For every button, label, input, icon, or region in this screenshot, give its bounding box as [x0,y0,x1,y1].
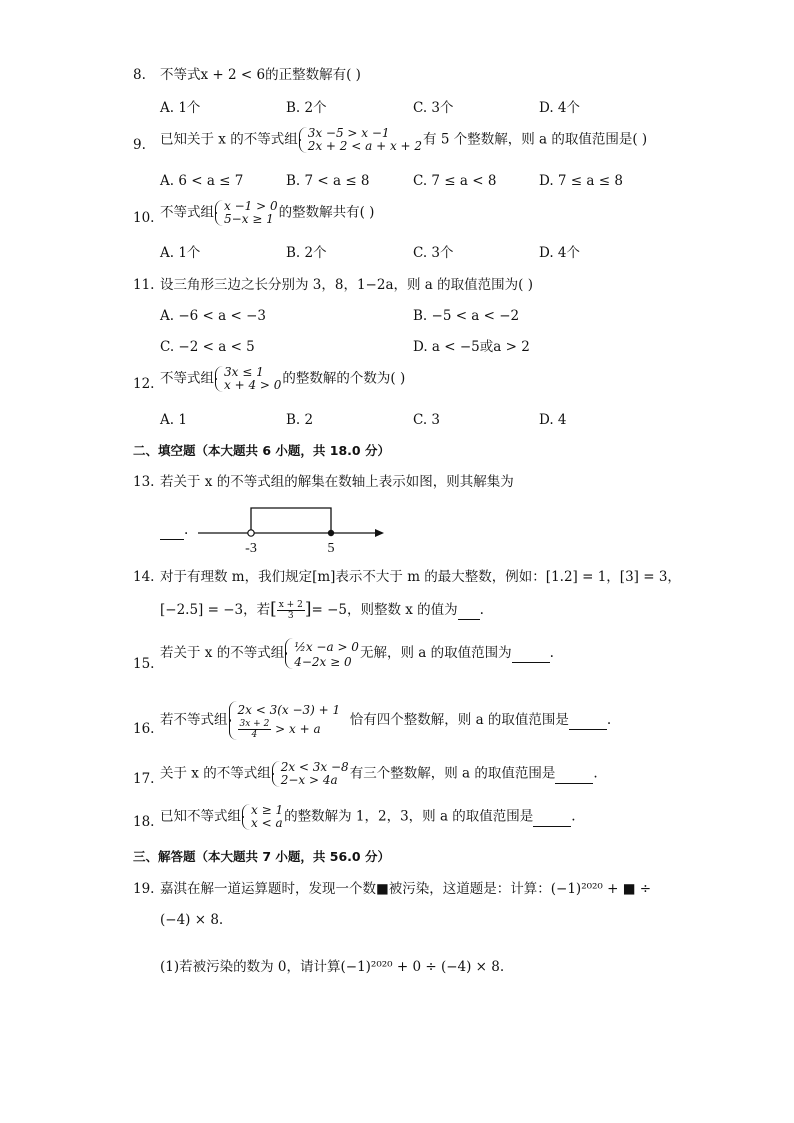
inequality-system [215,366,281,392]
axis-arrow [375,529,384,537]
question-number: 19. [133,881,155,897]
tail: . [571,808,576,825]
number-line-figure [196,503,396,555]
question-17 [0,761,794,795]
fraction [238,719,272,740]
system-line-2 [238,719,341,740]
text-pre: [−2.5] = −3，若 [160,602,271,618]
question-number: 12. [133,376,155,392]
inequality-system [229,701,341,740]
system-line-1: 2x < 3x −8 [280,760,349,774]
question-15 [0,638,794,678]
answer-blank [458,601,480,620]
question-number: 11. [133,277,155,293]
system-line-1: ½x −a > 0 [294,640,359,654]
tail: . [549,645,554,661]
option-d: D. 7 ≤ a ≤ 8 [539,173,623,189]
section-heading-fill-in: 二、填空题（本大题共 6 小题，共 18.0 分） [133,443,390,458]
tick-label-left: -3 [245,541,257,555]
text-post: 有 5 个整数解，则 a 的取值范围是( ) [423,131,648,148]
option-b: B. 2个 [286,245,327,261]
option-b: B. 2个 [286,100,327,116]
inequality-system [242,804,283,830]
system-line-2: 5−x ≥ 1 [224,212,274,226]
system-line-1: 3x ≤ 1 [224,365,264,379]
option-c: C. 7 ≤ a < 8 [413,173,497,189]
option-a: A. 1个 [160,100,201,116]
fraction-top: x + 2 [278,600,303,610]
question-number: 13. [133,474,155,490]
text-post: 有三个整数解，则 a 的取值范围是 [349,765,556,782]
inequality-system [285,638,359,669]
question-14-line2: [−2.5] = −3，若[ $\frac{x + 2}{3}$ ]= −5，则整数 x 的值为 . [160,599,484,621]
option-d: D. 4 [539,412,567,428]
system-line-1: x ≥ 1 [251,803,284,817]
system-line-1: x −1 > 0 [224,199,278,213]
question-number: 10. [133,210,155,226]
option-a: A. 1个 [160,245,201,261]
option-a: A. 1 [160,412,187,428]
tail: . [606,712,612,728]
question-number: 18. [133,814,155,830]
question-text [160,127,647,153]
question-number: 17. [133,771,155,787]
answer-blank [533,808,571,827]
system-line-2: 4−2x ≥ 0 [294,655,352,669]
question-text: 设三角形三边之长分别为 3，8，1−2a，则 a 的取值范围为( ) [160,277,533,293]
question-number: 14. [133,569,155,585]
question-16 [0,701,794,747]
system-line-2: x + 4 > 0 [224,378,282,392]
option-b: B. 7 < a ≤ 8 [286,173,370,189]
inequality-system [272,761,349,787]
text-pre: 若不等式组 [160,712,228,728]
question-text: 若关于 x 的不等式组的解集在数轴上表示如图，则其解集为 [160,474,514,490]
text-pre: 不等式组 [160,204,214,221]
system-line-2: 2−x > 4a [280,773,338,787]
answer-blank [555,765,593,784]
answer-blank [569,711,607,730]
question-text [160,701,611,740]
question-18 [0,804,794,838]
fraction [277,600,305,621]
system-line-2: 2x + 2 < a + x + 2 [307,139,423,153]
system-line-2: x < a [251,816,283,830]
text-post: 无解，则 a 的取值范围为 [359,645,512,661]
text-post: 的整数解为 1，2，3，则 a 的取值范围是 [284,808,534,825]
question-19-part1: (1)若被污染的数为 0，请计算(−1)²⁰²⁰ + 0 ÷ (−4) × 8. [160,959,505,975]
tail: . [479,602,484,618]
text-pre: 关于 x 的不等式组 [160,765,271,782]
question-text [160,638,554,669]
option-d: D. a < −5或a > 2 [413,339,530,355]
option-b: B. −5 < a < −2 [413,308,520,324]
question-8 [0,66,794,86]
fraction-top: 3x + 2 [239,719,270,729]
question-text-line1: 对于有理数 m，我们规定[m]表示不大于 m 的最大整数，例如：[1.2] = 1，[3] = 3， [160,569,681,585]
option-a: A. 6 < a ≤ 7 [160,173,244,189]
answer-blank [512,644,550,663]
tail: . [593,765,598,782]
question-text [160,366,405,392]
text-pre: 不等式组 [160,370,214,387]
option-b: B. 2 [286,412,314,428]
option-c: C. 3个 [413,100,454,116]
question-9 [0,127,794,161]
question-text-line1: 嘉淇在解一道运算题时，发现一个数■被污染，这道题是：计算：(−1)²⁰²⁰ + ■ ÷ [160,881,652,897]
option-a: A. −6 < a < −3 [160,308,266,324]
fraction-bottom: 4 [251,730,258,740]
text-post: = −5，则整数 x 的值为 [311,602,458,618]
option-d: D. 4个 [539,100,581,116]
system-line-1: 3x −5 > x −1 [307,126,390,140]
inequality-system [299,127,422,153]
text-pre: 已知不等式组 [160,808,241,825]
text-pre: 已知关于 x 的不等式组 [160,131,298,148]
tail: . [184,522,189,538]
fraction-bottom: 3 [287,611,294,621]
text-post: 恰有四个整数解，则 a 的取值范围是 [349,712,569,728]
tick-label-right: 5 [327,541,335,555]
question-number: 9. [133,137,146,153]
option-c: C. 3 [413,412,441,428]
question-text: 不等式x + 2 < 6的正整数解有( ) [160,67,361,83]
question-number: 16. [133,721,155,737]
line-2-rest: > x + a [275,722,321,736]
question-12 [0,366,794,400]
text-post: 的整数解共有( ) [278,204,375,221]
section-heading-answer: 三、解答题（本大题共 7 小题，共 56.0 分） [133,849,390,864]
text-pre: 若关于 x 的不等式组 [160,645,285,661]
solution-bracket [251,508,331,533]
text-post: 的整数解的个数为( ) [282,370,406,387]
answer-line-13 [160,521,188,540]
answer-blank [160,521,184,540]
option-c: C. −2 < a < 5 [160,339,255,355]
question-19-line2: (−4) × 8. [160,912,224,928]
question-number: 15. [133,656,155,672]
closed-point [328,530,334,536]
question-number: 8. [133,67,146,83]
question-text [160,804,576,830]
question-text [160,200,374,226]
system-line-1: 2x < 3(x −3) + 1 [237,703,341,717]
question-text [160,761,598,787]
option-d: D. 4个 [539,245,581,261]
open-point [248,530,254,536]
option-c: C. 3个 [413,245,454,261]
inequality-system [215,200,278,226]
question-10 [0,200,794,234]
